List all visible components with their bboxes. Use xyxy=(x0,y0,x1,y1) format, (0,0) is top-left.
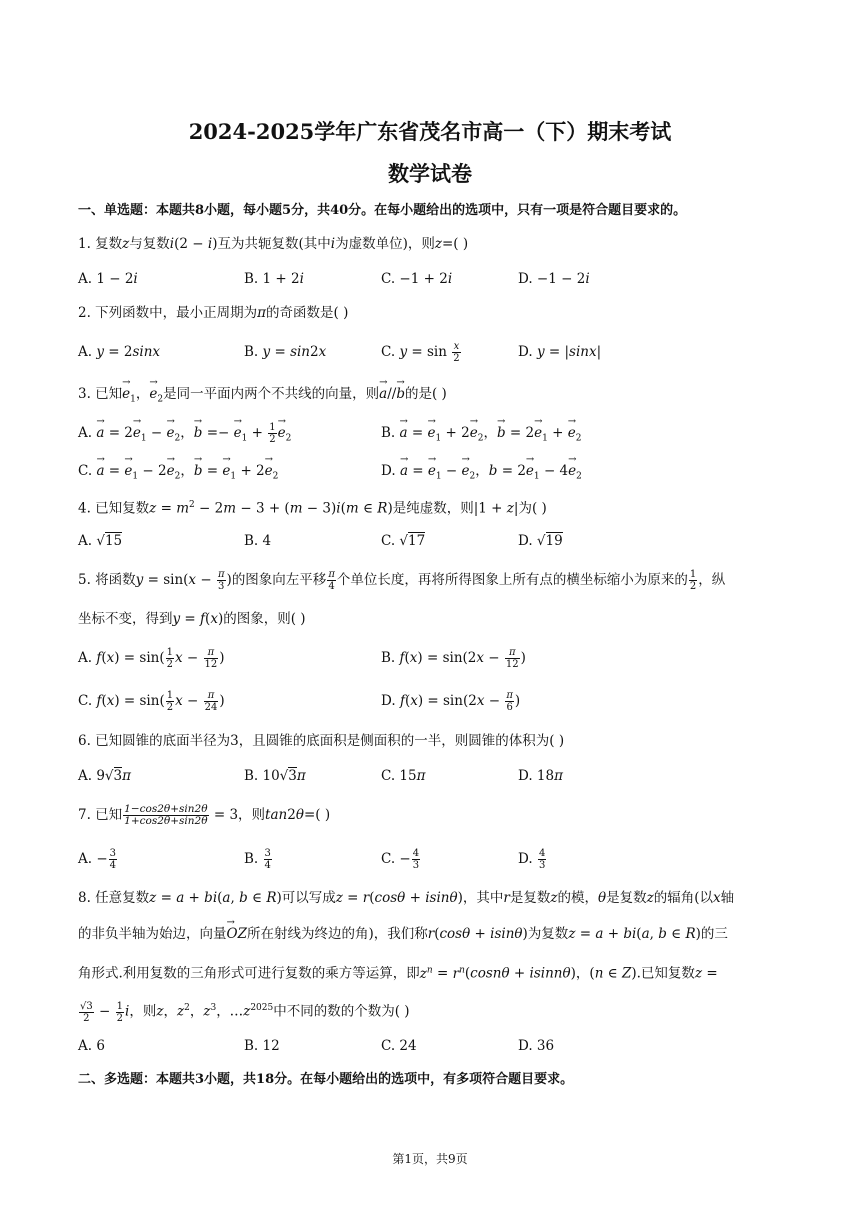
q6-option-c[interactable]: C. 15π xyxy=(381,768,426,784)
question-5-line-1: 5. 将函数y = sin(x − $\frac{\pi}{3}$ )的图象向左平移 $\frac{\pi}{4}$ 个单位长度，再将所得图象上所有点的横坐标缩小为原来的 $\frac{1}{2}$ ，纵 xyxy=(78,569,726,592)
q8-option-c[interactable]: C. 24 xyxy=(381,1038,417,1054)
q7-option-a[interactable]: A. − $\frac{3}{4}$ xyxy=(78,848,117,871)
question-1: 1. 复数z与复数i(2 − i)互为共轭复数(其中i为虚数单位)，则z=( ) xyxy=(78,236,469,252)
question-8-line-3: 角形式.利用复数的三角形式可进行复数的乘方等运算，即$z^n = r^n(\cos n\theta + isinn\theta)$，(n ∈ Z).已知复数z = xyxy=(78,965,718,982)
question-8-line-1: 8. 任意复数z = a + bi(a, b ∈ R)可以写成z = r(cosθ + isinθ)，其中r是复数z的模，θ是复数z的辐角(以x轴 xyxy=(78,890,735,906)
q6-option-b[interactable]: B. 10√3π xyxy=(244,768,306,784)
q3-option-a[interactable]: A. → $a = 2\to e_1$ − → $e_2$，→ b =− → $e_1$ + $\frac{1}{2}$ → $e_2$ xyxy=(78,422,291,450)
q2-option-a[interactable]: A. y = 2sinx xyxy=(78,344,161,360)
q7-option-b[interactable]: B. $\frac{3}{4}$ xyxy=(244,848,271,871)
question-6: 6. 已知圆锥的底面半径为3，且圆锥的底面积是侧面积的一半，则圆锥的体积为( ) xyxy=(78,733,565,749)
q2-option-c[interactable]: C. y = sin $\frac{x}{2}$ xyxy=(381,341,460,364)
question-2: 2. 下列函数中，最小正周期为π的奇函数是( ) xyxy=(78,305,349,321)
q5-option-d[interactable]: D. f(x) = sin(2x − $\frac{\pi}{6}$ ) xyxy=(381,690,521,713)
exam-title: 2024-2025学年广东省茂名市高一（下）期末考试 xyxy=(188,119,672,144)
question-7: 7. 已知 $\frac{1-\cos 2\theta+\sin 2\theta}{1+\cos 2\theta+\sin 2\theta}$ = 3，则tan2θ=( ) xyxy=(78,803,331,827)
question-4: 4. 已知复数$z = m^2 - 2m - 3 + (m - 3)i(m$ ∈ R)是纯虚数，则|1 + z|为( ) xyxy=(78,500,547,517)
q2-option-b[interactable]: B. y = sin2x xyxy=(244,344,327,360)
question-8-line-2: 的非负半轴为始边，向量→ OZ所在射线为终边的角)，我们称r(cosθ + isinθ)为复数z = a + bi(a, b ∈ R)的三 xyxy=(78,923,728,945)
question-5-line-2: 坐标不变，得到y = f(x)的图象，则( ) xyxy=(78,611,306,627)
q2-option-d[interactable]: D. y = |sinx| xyxy=(518,344,602,360)
q3-option-d[interactable]: D. → a = → $e_1$ − → $e_2$，$b = 2\to e_1 - 4\to e_2$ xyxy=(381,460,582,488)
q6-option-d[interactable]: D. 18π xyxy=(518,768,563,784)
q8-option-d[interactable]: D. 36 xyxy=(518,1038,555,1054)
q3-option-c[interactable]: C. → a = → $e_1 - 2\to e_2$，→ b = → $e_1 + 2\to e_2$ xyxy=(78,460,278,488)
q1-option-d[interactable]: D. −1 − 2i xyxy=(518,271,590,287)
q4-option-c[interactable]: C. √17 xyxy=(381,533,426,549)
question-8-line-4: $\frac{√3}{2}$ − $\frac{1}{2}$ i，则z，$z^2$，$z^3$，$\dots z^{2025}$中不同的数的个数为( ) xyxy=(80,1000,410,1024)
question-3: 3. 已知→ $e_1$，→ $e_2$是同一平面内两个不共线的向量，则→ a//→ b的是( ) xyxy=(78,383,447,411)
q4-option-a[interactable]: A. √15 xyxy=(78,533,123,549)
q8-option-a[interactable]: A. 6 xyxy=(78,1038,105,1054)
q5-option-b[interactable]: B. f(x) = sin(2x − $\frac{\pi}{12}$ ) xyxy=(381,647,526,670)
q5-option-c[interactable]: C. f(x) = sin( $\frac{1}{2}$ x − $\frac{\pi}{24}$ ) xyxy=(78,690,225,713)
q6-option-a[interactable]: A. 9√3π xyxy=(78,768,131,784)
q1-option-b[interactable]: B. 1 + 2i xyxy=(244,271,304,287)
q5-option-a[interactable]: A. f(x) = sin( $\frac{1}{2}$ x − $\frac{\pi}{12}$ ) xyxy=(78,647,225,670)
q7-option-c[interactable]: C. − $\frac{4}{3}$ xyxy=(381,848,420,871)
section-multiple-choice: 二、多选题：本题共3小题，共18分。在每小题给出的选项中，有多项符合题目要求。 xyxy=(78,1072,574,1087)
section-single-choice: 一、单选题：本题共8小题，每小题5分，共40分。在每小题给出的选项中，只有一项是符合题目要求的。 xyxy=(78,203,687,218)
exam-subtitle: 数学试卷 xyxy=(388,161,472,186)
q3-option-b[interactable]: B. → a = → $e_1 + 2\to e_2$，→ $b = 2\to e_1$ + → $e_2$ xyxy=(381,422,581,450)
q1-option-c[interactable]: C. −1 + 2i xyxy=(381,271,453,287)
q7-option-d[interactable]: D. $\frac{4}{3}$ xyxy=(518,848,546,871)
q4-option-d[interactable]: D. √19 xyxy=(518,533,563,549)
q8-option-b[interactable]: B. 12 xyxy=(244,1038,280,1054)
q4-option-b[interactable]: B. 4 xyxy=(244,533,272,549)
q1-option-a[interactable]: A. 1 − 2i xyxy=(78,271,138,287)
page-footer: 第1页，共9页 xyxy=(392,1152,468,1166)
